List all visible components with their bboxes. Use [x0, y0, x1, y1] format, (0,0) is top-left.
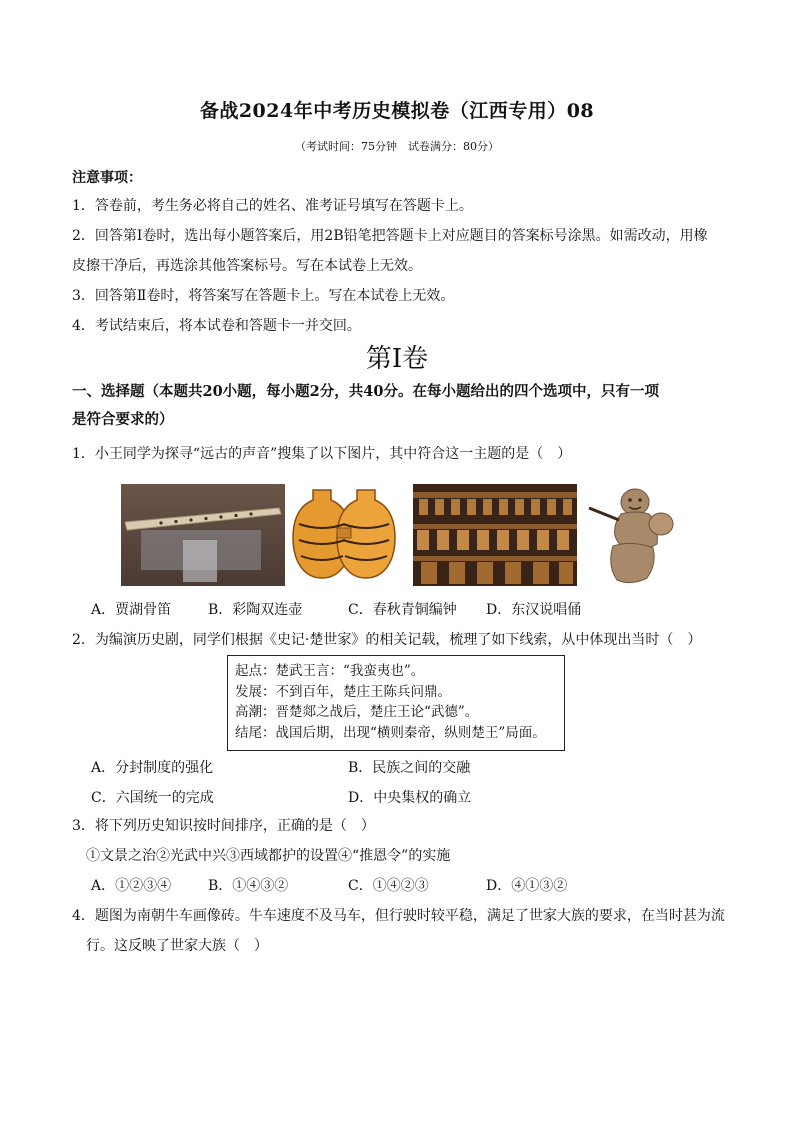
q4-stem-line2: 行。这反映了世家大族（ ） — [86, 938, 268, 954]
notice-item-1: 1．答卷前，考生务必将自己的姓名、准考证号填写在答题卡上。 — [72, 198, 473, 214]
q3-option-d[interactable]: D．④①③② — [486, 878, 568, 894]
q2-option-c[interactable]: C．六国统一的完成 — [91, 790, 214, 806]
q4-stem-line1: 4．题图为南朝牛车画像砖。牛车速度不及马车，但行驶时较平稳，满足了世家大族的要求，在当时甚为流 — [72, 908, 725, 924]
notice-item-3: 3．回答第Ⅱ卷时，将答案写在答题卡上。写在本试卷上无效。 — [72, 288, 455, 304]
q2-stem: 2．为编演历史剧，同学们根据《史记·楚世家》的相关记载，梳理了如下线索，从中体现出当时（ ） — [72, 632, 702, 648]
part-heading-line2: 是符合要求的） — [72, 411, 174, 428]
q1-option-d[interactable]: D．东汉说唱俑 — [486, 602, 582, 618]
notice-item-2: 2．回答第Ⅰ卷时，选出每小题答案后，用2B铅笔把答题卡上对应题目的答案标号涂黑。如需改动，用橡 — [72, 228, 708, 244]
q2-option-d[interactable]: D．中央集权的确立 — [348, 790, 472, 806]
q1-option-b[interactable]: B．彩陶双连壶 — [208, 602, 303, 618]
q3-option-a[interactable]: A．①②③④ — [91, 878, 172, 894]
q3-stem: 3．将下列历史知识按时间排序，正确的是（ ） — [72, 818, 375, 834]
exam-subtitle: （考试时间：75分钟 试卷满分：80分） — [295, 140, 499, 153]
q3-option-c[interactable]: C．①④②③ — [348, 878, 429, 894]
q1-option-a[interactable]: A．贾湖骨笛 — [91, 602, 172, 618]
notice-heading: 注意事项： — [72, 170, 142, 186]
bronze-chime-bells-image — [413, 484, 577, 586]
q3-items: ①文景之治②光武中兴③西域都护的设置④“推恩令”的实施 — [86, 848, 451, 864]
q2-option-b[interactable]: B．民族之间的交融 — [348, 760, 471, 776]
notice-item-4: 4．考试结束后，将本试卷和答题卡一并交回。 — [72, 318, 361, 334]
storyteller-figurine-image — [583, 484, 679, 586]
q2-clue-ending: 结尾：战国后期，出现“横则秦帝，纵则楚王”局面。 — [235, 724, 546, 741]
q1-image-row — [121, 484, 681, 588]
q2-option-a[interactable]: A．分封制度的强化 — [91, 760, 214, 776]
q2-clue-box — [227, 655, 565, 751]
q1-option-c[interactable]: C．春秋青铜编钟 — [348, 602, 457, 618]
exam-title: 备战2024年中考历史模拟卷（江西专用）08 — [199, 100, 595, 122]
q2-clue-climax: 高潮：晋楚郯之战后，楚庄王论“武德”。 — [235, 704, 479, 720]
q3-option-b[interactable]: B．①④③② — [208, 878, 289, 894]
part-heading-line1: 一、选择题（本题共20小题，每小题2分，共40分。在每小题给出的四个选项中，只有一项 — [72, 383, 659, 400]
bone-flute-image — [121, 484, 285, 586]
q2-clue-development: 发展：不到百年，楚庄王陈兵问鼎。 — [235, 683, 451, 700]
section-title: 第Ⅰ卷 — [365, 344, 429, 374]
notice-item-2-cont: 皮擦干净后，再选涂其他答案标号。写在本试卷上无效。 — [72, 258, 422, 274]
q1-stem: 1．小王同学为探寻“远古的声音”搜集了以下图片，其中符合这一主题的是（ ） — [72, 446, 572, 462]
q2-clue-start: 起点：楚武王言：“我蛮夷也”。 — [235, 663, 425, 679]
twin-pottery-pot-image — [291, 484, 409, 586]
